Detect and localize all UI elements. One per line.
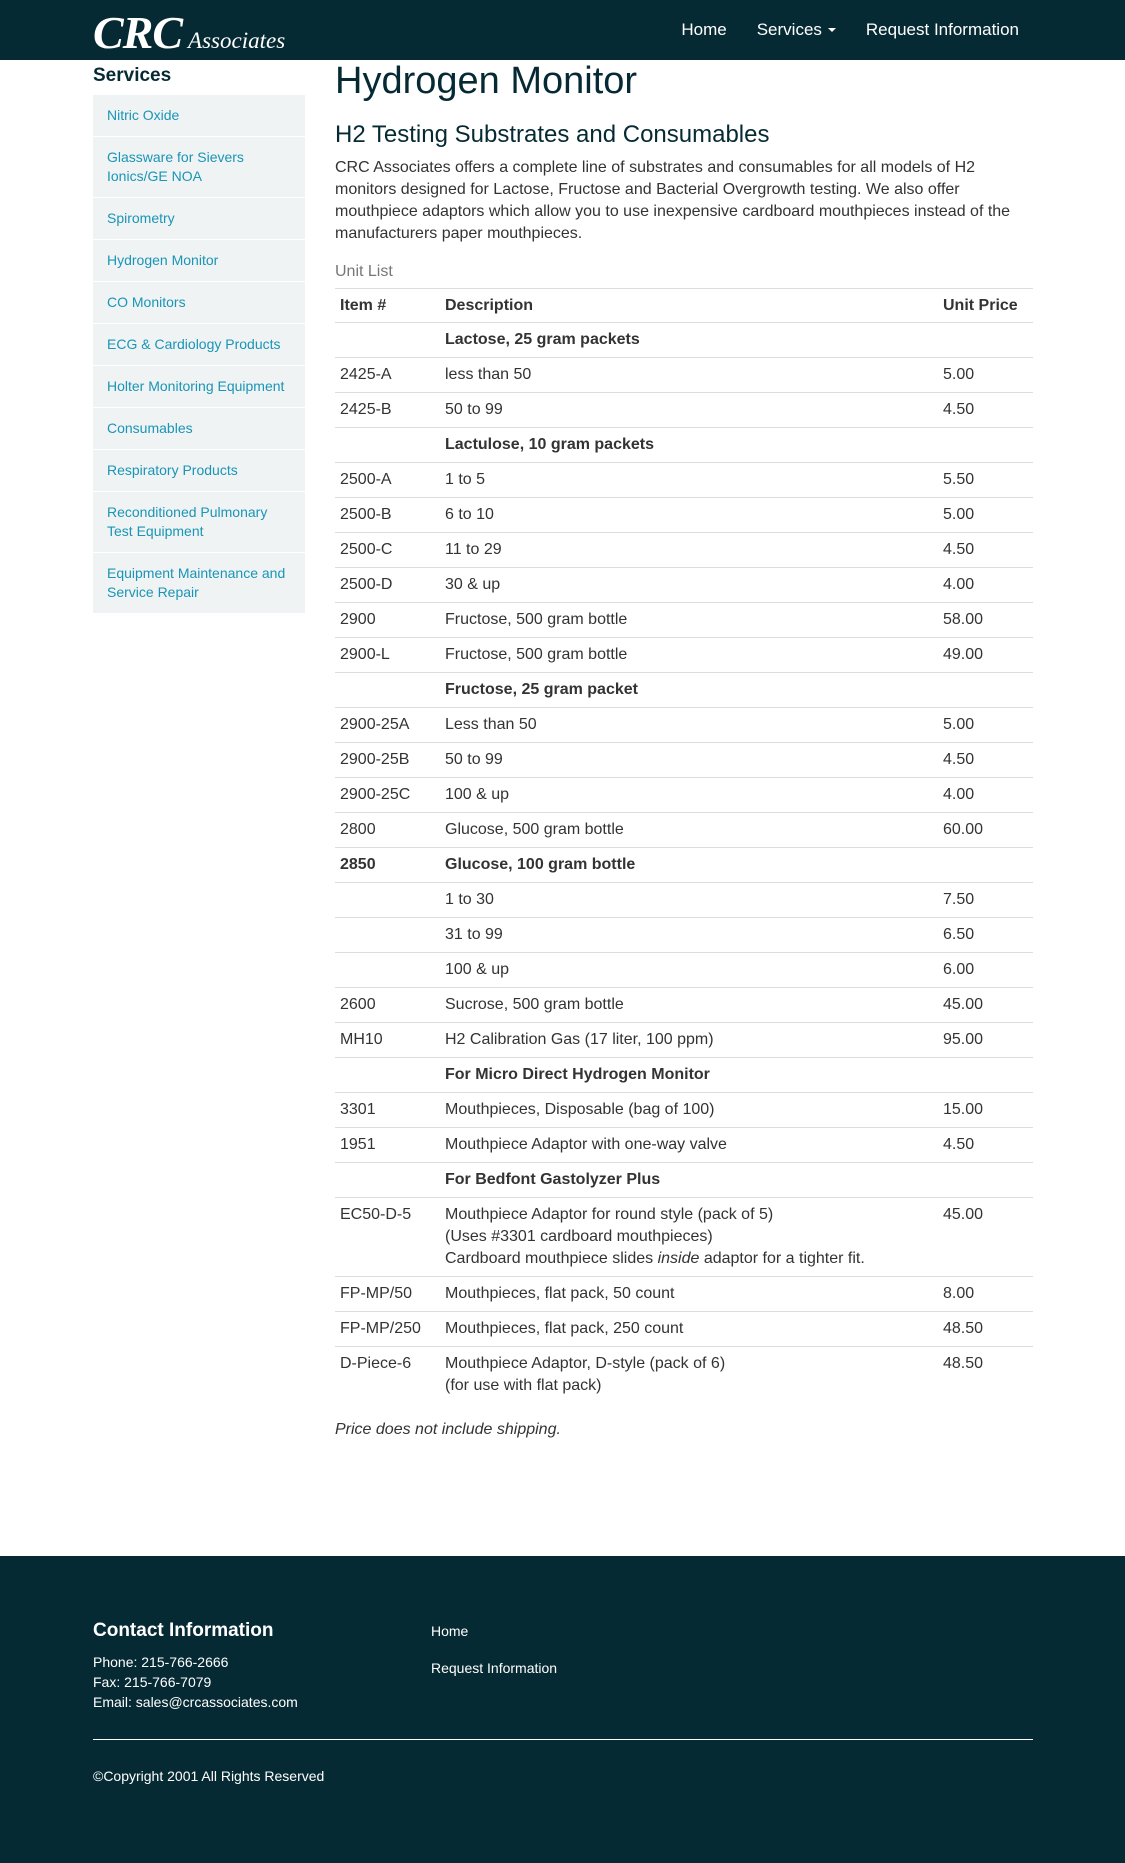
description-line: Glucose, 500 gram bottle (445, 821, 624, 838)
main-content (335, 56, 1033, 1439)
sidebar-item-label: Glassware for Sievers Ionics/GE NOA (107, 149, 244, 184)
table-group-row (335, 1163, 1033, 1198)
sidebar-item-label: Respiratory Products (107, 462, 238, 478)
cell-unit-price: 45.00 (938, 1198, 1033, 1277)
table-row (335, 883, 1033, 918)
cell-description (440, 673, 938, 708)
cell-unit-price (938, 428, 1033, 463)
sidebar-item[interactable] (93, 282, 305, 324)
cell-unit-price: 8.00 (938, 1277, 1033, 1312)
sidebar-item-label: ECG & Cardiology Products (107, 336, 281, 352)
cell-unit-price: 58.00 (938, 603, 1033, 638)
table-body (335, 323, 1033, 1404)
header-item: Item # (335, 289, 440, 323)
sidebar-item[interactable] (93, 198, 305, 240)
description-text: adaptor for a tighter fit. (699, 1250, 865, 1267)
brand-logo[interactable] (93, 6, 285, 59)
navbar (0, 0, 1125, 60)
nav-services-label: Services (756, 20, 822, 39)
table-row (335, 953, 1033, 988)
cell-item-number: 2900-25C (335, 778, 440, 813)
table-row (335, 568, 1033, 603)
description-line: For Bedfont Gastolyzer Plus (445, 1171, 661, 1188)
description-line: Mouthpiece Adaptor for round style (pack of 5) (445, 1206, 774, 1223)
cell-item-number: 2500-B (335, 498, 440, 533)
sidebar-title: Services (93, 65, 172, 86)
copyright: ©Copyright 2001 All Rights Reserved (93, 1768, 325, 1784)
table-row (335, 638, 1033, 673)
cell-unit-price: 5.00 (938, 708, 1033, 743)
cell-unit-price: 4.50 (938, 393, 1033, 428)
cell-unit-price (938, 848, 1033, 883)
contact-fax: Fax: 215-766-7079 (93, 1674, 212, 1690)
description-line: Mouthpiece Adaptor with one-way valve (445, 1136, 727, 1153)
cell-description (440, 1023, 938, 1058)
sidebar-item[interactable] (93, 450, 305, 492)
table-row (335, 533, 1033, 568)
cell-unit-price: 95.00 (938, 1023, 1033, 1058)
table-row (335, 988, 1033, 1023)
cell-item-number: 3301 (335, 1093, 440, 1128)
footer-links (431, 1623, 557, 1697)
cell-unit-price: 4.50 (938, 1128, 1033, 1163)
cell-unit-price: 7.50 (938, 883, 1033, 918)
cell-description (440, 568, 938, 603)
table-row (335, 1277, 1033, 1312)
description-line: 6 to 10 (445, 506, 494, 523)
cell-unit-price: 4.00 (938, 778, 1033, 813)
description-line: 30 & up (445, 576, 501, 593)
sidebar-item-label: Reconditioned Pulmonary Test Equipment (107, 504, 268, 539)
main-nav (651, 0, 1019, 60)
table-group-row (335, 673, 1033, 708)
cell-description (440, 813, 938, 848)
sidebar-item-label: Holter Monitoring Equipment (107, 378, 285, 394)
cell-item-number: EC50-D-5 (335, 1198, 440, 1277)
nav-services[interactable] (757, 20, 836, 40)
cell-unit-price (938, 1058, 1033, 1093)
cell-item-number: 2500-A (335, 463, 440, 498)
header-description: Description (440, 289, 938, 323)
cell-description (440, 603, 938, 638)
cell-item-number: 2425-A (335, 358, 440, 393)
description-line: Lactose, 25 gram packets (445, 331, 640, 348)
cell-item-number: 2500-C (335, 533, 440, 568)
table-row (335, 1198, 1033, 1277)
description-line (445, 1248, 933, 1270)
footer-link-home[interactable]: Home (431, 1623, 469, 1639)
table-row (335, 778, 1033, 813)
sidebar-item-label: CO Monitors (107, 294, 186, 310)
sidebar-item[interactable] (93, 324, 305, 366)
cell-unit-price: 60.00 (938, 813, 1033, 848)
cell-item-number: 2900-25B (335, 743, 440, 778)
sidebar-item[interactable] (93, 408, 305, 450)
description-line: Mouthpieces, flat pack, 50 count (445, 1285, 675, 1302)
cell-description (440, 743, 938, 778)
cell-unit-price (938, 1163, 1033, 1198)
sidebar-item[interactable] (93, 492, 305, 553)
contact-email: Email: sales@crcassociates.com (93, 1694, 298, 1710)
intro-text: CRC Associates offers a complete line of substrates and consumables for all models of H2 monitors designed for Lactose, Fructose and Bacterial Overgrowth testing. We also offer mouthpiece adaptors which allow you to use inexpensive cardboard mouthpieces instead of the manufacturers paper mouthpieces. (335, 159, 1011, 242)
description-line: less than 50 (445, 366, 532, 383)
cell-item-number: 2900-25A (335, 708, 440, 743)
sidebar-item-label: Equipment Maintenance and Service Repair (107, 565, 286, 600)
contact-title: Contact Information (93, 1620, 274, 1641)
description-text: Cardboard mouthpiece slides (445, 1250, 658, 1267)
page-title: Hydrogen Monitor (335, 60, 638, 102)
cell-item-number: FP-MP/250 (335, 1312, 440, 1347)
cell-item-number: 1951 (335, 1128, 440, 1163)
description-line: Fructose, 500 gram bottle (445, 646, 628, 663)
cell-unit-price: 4.00 (938, 568, 1033, 603)
description-line: Fructose, 25 gram packet (445, 681, 638, 698)
cell-unit-price: 4.50 (938, 533, 1033, 568)
section-title: H2 Testing Substrates and Consumables (335, 121, 770, 148)
table-row (335, 358, 1033, 393)
nav-request-information[interactable]: Request Information (865, 20, 1019, 39)
footer-divider (93, 1739, 1033, 1740)
cell-description (440, 1347, 938, 1404)
cell-description (440, 708, 938, 743)
shipping-note: Price does not include shipping. (335, 1421, 561, 1438)
cell-description (440, 883, 938, 918)
description-line: (Uses #3301 cardboard mouthpieces) (445, 1228, 713, 1245)
cell-description (440, 358, 938, 393)
table-row (335, 1347, 1033, 1404)
cell-item-number: 2600 (335, 988, 440, 1023)
description-line: (for use with flat pack) (445, 1377, 602, 1394)
description-line: 50 to 99 (445, 401, 503, 418)
table-row (335, 1128, 1033, 1163)
description-line: 100 & up (445, 786, 510, 803)
table-header-row (335, 289, 1033, 323)
cell-item-number: FP-MP/50 (335, 1277, 440, 1312)
table-row (335, 1023, 1033, 1058)
chevron-down-icon (828, 28, 836, 32)
table-row (335, 918, 1033, 953)
cell-item-number: D-Piece-6 (335, 1347, 440, 1404)
description-line: Mouthpieces, flat pack, 250 count (445, 1320, 684, 1337)
cell-unit-price: 48.50 (938, 1347, 1033, 1404)
description-line: For Micro Direct Hydrogen Monitor (445, 1066, 710, 1083)
table-row (335, 498, 1033, 533)
description-line: 31 to 99 (445, 926, 503, 943)
description-line: 1 to 30 (445, 891, 494, 908)
sidebar (93, 65, 305, 614)
description-line: Mouthpieces, Disposable (bag of 100) (445, 1101, 715, 1118)
cell-item-number: 2500-D (335, 568, 440, 603)
cell-description (440, 953, 938, 988)
price-table (335, 288, 1033, 1403)
table-caption: Unit List (335, 263, 393, 280)
cell-item-number: 2900-L (335, 638, 440, 673)
cell-unit-price: 49.00 (938, 638, 1033, 673)
table-row (335, 463, 1033, 498)
cell-unit-price (938, 323, 1033, 358)
description-line: Fructose, 500 gram bottle (445, 611, 628, 628)
cell-description (440, 778, 938, 813)
cell-unit-price: 45.00 (938, 988, 1033, 1023)
description-line: 11 to 29 (445, 541, 502, 558)
description-line: Sucrose, 500 gram bottle (445, 996, 624, 1013)
cell-description (440, 848, 938, 883)
sidebar-item-label: Hydrogen Monitor (107, 252, 219, 268)
sidebar-list (93, 95, 305, 614)
cell-unit-price: 5.50 (938, 463, 1033, 498)
cell-description (440, 1163, 938, 1198)
table-row (335, 708, 1033, 743)
cell-item-number: 2900 (335, 603, 440, 638)
cell-description (440, 393, 938, 428)
table-row (335, 393, 1033, 428)
cell-item-number: 2850 (335, 848, 440, 883)
footer-link-request-information[interactable]: Request Information (431, 1660, 558, 1676)
cell-description (440, 498, 938, 533)
description-line: Glucose, 100 gram bottle (445, 856, 636, 873)
table-group-row (335, 1058, 1033, 1093)
cell-unit-price: 48.50 (938, 1312, 1033, 1347)
cell-description (440, 1312, 938, 1347)
table-row (335, 1312, 1033, 1347)
cell-description (440, 1093, 938, 1128)
cell-description (440, 1198, 938, 1277)
cell-description (440, 533, 938, 568)
contact-phone: Phone: 215-766-2666 (93, 1654, 229, 1670)
sidebar-item[interactable] (93, 553, 305, 614)
sidebar-item[interactable] (93, 240, 305, 282)
sidebar-item-label: Nitric Oxide (107, 107, 180, 123)
cell-description (440, 638, 938, 673)
cell-description (440, 918, 938, 953)
cell-item-number (335, 323, 440, 358)
cell-item-number (335, 428, 440, 463)
brand-sub: Associates (188, 28, 286, 53)
cell-unit-price (938, 673, 1033, 708)
description-emphasis: inside (657, 1250, 700, 1267)
table-group-row (335, 848, 1033, 883)
footer (0, 1556, 1125, 1863)
sidebar-item[interactable] (93, 137, 305, 198)
table-row (335, 1093, 1033, 1128)
sidebar-item[interactable] (93, 95, 305, 137)
cell-unit-price: 5.00 (938, 358, 1033, 393)
nav-home[interactable]: Home (681, 20, 727, 39)
sidebar-item-label: Spirometry (107, 210, 175, 226)
cell-item-number: MH10 (335, 1023, 440, 1058)
cell-item-number (335, 1163, 440, 1198)
description-line: 50 to 99 (445, 751, 503, 768)
cell-description (440, 428, 938, 463)
cell-description (440, 988, 938, 1023)
table-group-row (335, 323, 1033, 358)
cell-unit-price: 15.00 (938, 1093, 1033, 1128)
cell-item-number (335, 1058, 440, 1093)
brand-main: CRC (93, 7, 183, 58)
cell-unit-price: 6.00 (938, 953, 1033, 988)
cell-description (440, 1128, 938, 1163)
cell-item-number: 2800 (335, 813, 440, 848)
cell-item-number (335, 918, 440, 953)
description-line: Less than 50 (445, 716, 537, 733)
sidebar-item[interactable] (93, 366, 305, 408)
description-line: Mouthpiece Adaptor, D-style (pack of 6) (445, 1355, 726, 1372)
table-group-row (335, 428, 1033, 463)
contact-info (93, 1620, 298, 1712)
cell-item-number: 2425-B (335, 393, 440, 428)
cell-description (440, 323, 938, 358)
table-row (335, 743, 1033, 778)
cell-description (440, 1058, 938, 1093)
cell-item-number (335, 673, 440, 708)
table-row (335, 813, 1033, 848)
header-unit-price: Unit Price (938, 289, 1033, 323)
cell-item-number (335, 953, 440, 988)
cell-unit-price: 4.50 (938, 743, 1033, 778)
description-line: 100 & up (445, 961, 510, 978)
cell-unit-price: 5.00 (938, 498, 1033, 533)
table-row (335, 603, 1033, 638)
cell-item-number (335, 883, 440, 918)
cell-description (440, 463, 938, 498)
description-line: Lactulose, 10 gram packets (445, 436, 654, 453)
cell-unit-price: 6.50 (938, 918, 1033, 953)
description-line: 1 to 5 (445, 471, 486, 488)
cell-description (440, 1277, 938, 1312)
sidebar-item-label: Consumables (107, 420, 193, 436)
description-line: H2 Calibration Gas (17 liter, 100 ppm) (445, 1031, 714, 1048)
